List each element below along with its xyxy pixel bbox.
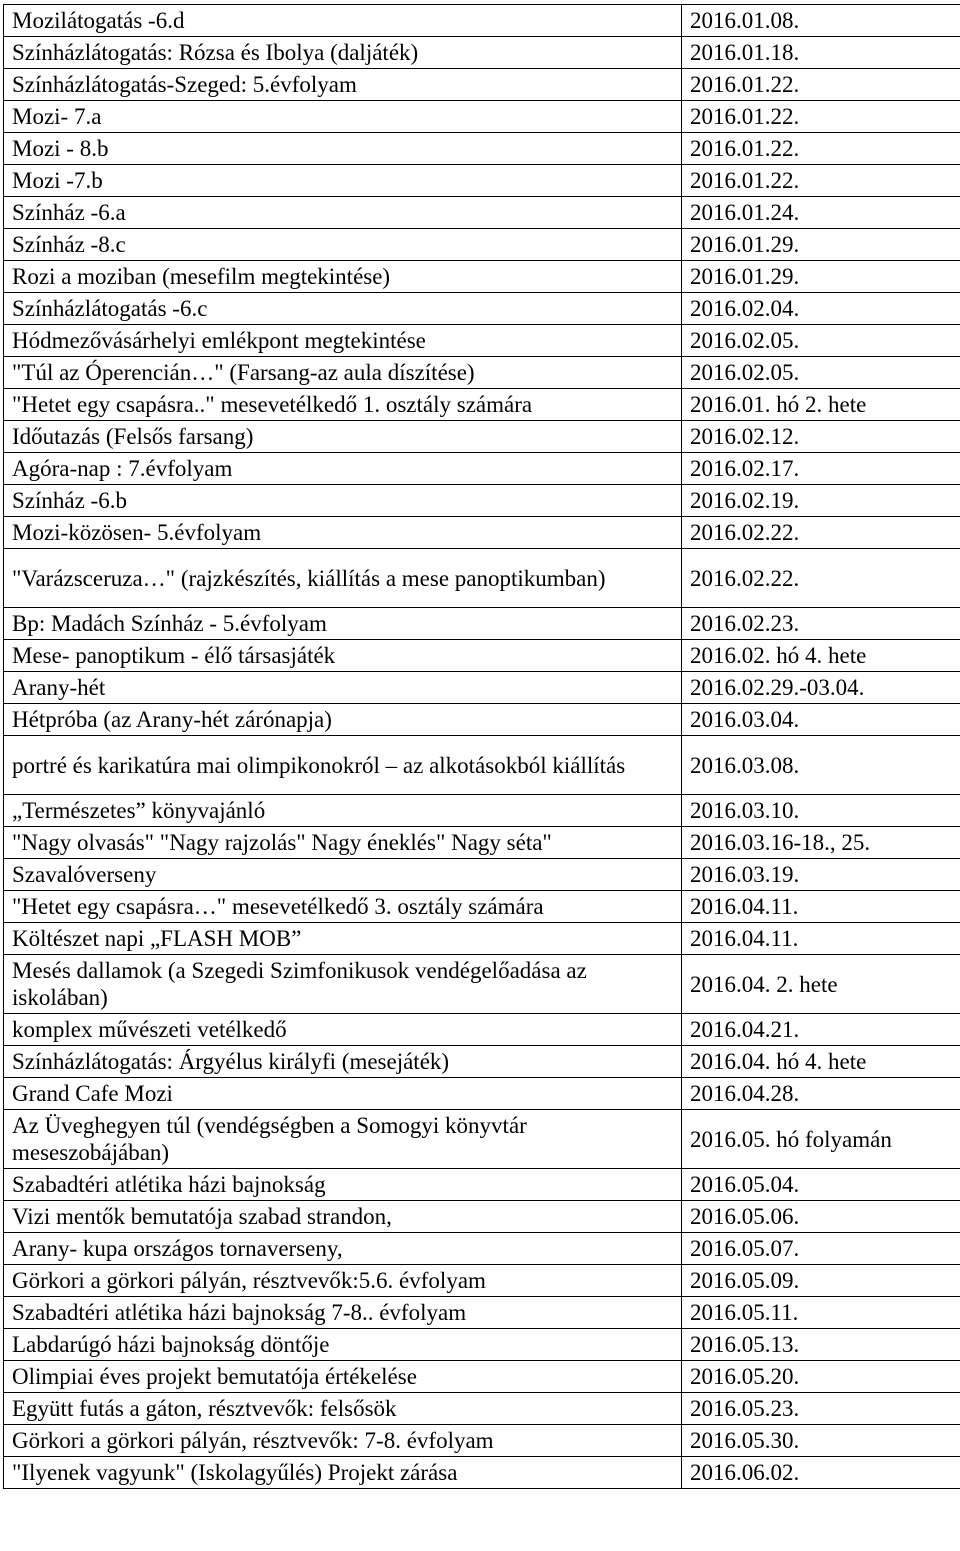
- event-date-cell: 2016.05.23.: [682, 1393, 960, 1425]
- event-name-cell: Együtt futás a gáton, résztvevők: felsősök: [4, 1393, 682, 1425]
- event-name-cell: „Természetes” könyvajánló: [4, 795, 682, 827]
- table-row: [4, 389, 960, 421]
- event-date-cell: 2016.05.06.: [682, 1201, 960, 1233]
- event-table: [3, 4, 960, 1489]
- event-date-cell: 2016.05.09.: [682, 1265, 960, 1297]
- table-row: [4, 827, 960, 859]
- table-row: [4, 37, 960, 69]
- event-date-cell: 2016.02.05.: [682, 325, 960, 357]
- table-row: [4, 517, 960, 549]
- event-name-cell: Labdarúgó házi bajnokság döntője: [4, 1329, 682, 1361]
- event-name-cell: Mozi-közösen- 5.évfolyam: [4, 517, 682, 549]
- event-name-cell: Görkori a görkori pályán, résztvevők: 7-8. évfolyam: [4, 1425, 682, 1457]
- event-name-cell: "Nagy olvasás" "Nagy rajzolás" Nagy éneklés" Nagy séta": [4, 827, 682, 859]
- event-date-cell: 2016.01.29.: [682, 229, 960, 261]
- event-date-cell: 2016.05.13.: [682, 1329, 960, 1361]
- event-date-cell: 2016.02.17.: [682, 453, 960, 485]
- event-name-cell: Olimpiai éves projekt bemutatója értékelése: [4, 1361, 682, 1393]
- event-date-cell: 2016.01.22.: [682, 69, 960, 101]
- table-row: [4, 1233, 960, 1265]
- table-row: [4, 955, 960, 1014]
- event-date-cell: 2016.01.24.: [682, 197, 960, 229]
- event-name-cell: Színház -6.b: [4, 485, 682, 517]
- event-name-cell: Mozilátogatás -6.d: [4, 5, 682, 37]
- event-name-cell: Az Üveghegyen túl (vendégségben a Somogyi könyvtár meseszobájában): [4, 1110, 682, 1169]
- event-name-cell: Rozi a moziban (mesefilm megtekintése): [4, 261, 682, 293]
- table-row: [4, 1329, 960, 1361]
- event-date-cell: 2016.04.28.: [682, 1078, 960, 1110]
- event-name-cell: Színház -6.a: [4, 197, 682, 229]
- event-name-cell: Színházlátogatás: Árgyélus királyfi (mesejáték): [4, 1046, 682, 1078]
- table-row: [4, 1169, 960, 1201]
- event-table-body: [4, 5, 960, 1489]
- table-row: [4, 608, 960, 640]
- table-row: [4, 357, 960, 389]
- table-row: [4, 1014, 960, 1046]
- event-name-cell: Bp: Madách Színház - 5.évfolyam: [4, 608, 682, 640]
- table-row: [4, 101, 960, 133]
- event-date-cell: 2016.02.22.: [682, 517, 960, 549]
- event-date-cell: 2016.04.11.: [682, 891, 960, 923]
- event-name-cell: komplex művészeti vetélkedő: [4, 1014, 682, 1046]
- event-name-cell: "Hetet egy csapásra.." mesevetélkedő 1. osztály számára: [4, 389, 682, 421]
- event-date-cell: 2016.01.29.: [682, 261, 960, 293]
- event-name-cell: Agóra-nap : 7.évfolyam: [4, 453, 682, 485]
- event-name-cell: Hódmezővásárhelyi emlékpont megtekintése: [4, 325, 682, 357]
- event-date-cell: 2016.02.19.: [682, 485, 960, 517]
- table-row: [4, 672, 960, 704]
- event-name-cell: Szabadtéri atlétika házi bajnokság 7-8.. évfolyam: [4, 1297, 682, 1329]
- table-row: [4, 485, 960, 517]
- event-name-cell: Arany-hét: [4, 672, 682, 704]
- event-schedule-document: [0, 4, 958, 1489]
- event-name-cell: Időutazás (Felsős farsang): [4, 421, 682, 453]
- event-name-cell: Mesés dallamok (a Szegedi Szimfonikusok vendégelőadása az iskolában): [4, 955, 682, 1014]
- event-date-cell: 2016.02. hó 4. hete: [682, 640, 960, 672]
- event-date-cell: 2016.01.18.: [682, 37, 960, 69]
- event-date-cell: 2016.06.02.: [682, 1457, 960, 1489]
- event-date-cell: 2016.04.21.: [682, 1014, 960, 1046]
- event-date-cell: 2016.04.11.: [682, 923, 960, 955]
- table-row: [4, 261, 960, 293]
- table-row: [4, 325, 960, 357]
- event-name-cell: Mozi - 8.b: [4, 133, 682, 165]
- event-date-cell: 2016.02.23.: [682, 608, 960, 640]
- event-date-cell: 2016.03.19.: [682, 859, 960, 891]
- table-row: [4, 1457, 960, 1489]
- event-name-cell: Hétpróba (az Arany-hét zárónapja): [4, 704, 682, 736]
- table-row: [4, 640, 960, 672]
- event-date-cell: 2016.04. 2. hete: [682, 955, 960, 1014]
- event-name-cell: Mozi -7.b: [4, 165, 682, 197]
- event-date-cell: 2016.05. hó folyamán: [682, 1110, 960, 1169]
- table-row: [4, 421, 960, 453]
- event-date-cell: 2016.02.22.: [682, 549, 960, 608]
- event-date-cell: 2016.04. hó 4. hete: [682, 1046, 960, 1078]
- event-date-cell: 2016.02.29.-03.04.: [682, 672, 960, 704]
- event-name-cell: Színházlátogatás -6.c: [4, 293, 682, 325]
- event-name-cell: "Túl az Óperencián…" (Farsang-az aula díszítése): [4, 357, 682, 389]
- table-row: [4, 859, 960, 891]
- table-row: [4, 1201, 960, 1233]
- event-date-cell: 2016.01.22.: [682, 101, 960, 133]
- event-date-cell: 2016.03.10.: [682, 795, 960, 827]
- table-row: [4, 704, 960, 736]
- event-date-cell: 2016.05.11.: [682, 1297, 960, 1329]
- event-date-cell: 2016.05.07.: [682, 1233, 960, 1265]
- event-date-cell: 2016.02.05.: [682, 357, 960, 389]
- table-row: [4, 1393, 960, 1425]
- event-name-cell: Színházlátogatás-Szeged: 5.évfolyam: [4, 69, 682, 101]
- table-row: [4, 736, 960, 795]
- event-date-cell: 2016.01.08.: [682, 5, 960, 37]
- event-name-cell: Színházlátogatás: Rózsa és Ibolya (daljáték): [4, 37, 682, 69]
- table-row: [4, 923, 960, 955]
- table-row: [4, 549, 960, 608]
- table-row: [4, 1425, 960, 1457]
- event-name-cell: Színház -8.c: [4, 229, 682, 261]
- table-row: [4, 795, 960, 827]
- event-date-cell: 2016.01. hó 2. hete: [682, 389, 960, 421]
- table-row: [4, 5, 960, 37]
- event-date-cell: 2016.01.22.: [682, 133, 960, 165]
- table-row: [4, 1265, 960, 1297]
- event-name-cell: "Hetet egy csapásra…" mesevetélkedő 3. osztály számára: [4, 891, 682, 923]
- table-row: [4, 293, 960, 325]
- table-row: [4, 165, 960, 197]
- event-date-cell: 2016.05.30.: [682, 1425, 960, 1457]
- event-name-cell: "Varázsceruza…" (rajzkészítés, kiállítás a mese panoptikumban): [4, 549, 682, 608]
- table-row: [4, 69, 960, 101]
- event-name-cell: Görkori a görkori pályán, résztvevők:5.6. évfolyam: [4, 1265, 682, 1297]
- table-row: [4, 1046, 960, 1078]
- event-name-cell: Vizi mentők bemutatója szabad strandon,: [4, 1201, 682, 1233]
- event-date-cell: 2016.01.22.: [682, 165, 960, 197]
- table-row: [4, 891, 960, 923]
- event-name-cell: Költészet napi „FLASH MOB”: [4, 923, 682, 955]
- event-name-cell: Szavalóverseny: [4, 859, 682, 891]
- table-row: [4, 229, 960, 261]
- table-row: [4, 1110, 960, 1169]
- table-row: [4, 1078, 960, 1110]
- table-row: [4, 197, 960, 229]
- event-date-cell: 2016.02.12.: [682, 421, 960, 453]
- event-name-cell: Szabadtéri atlétika házi bajnokság: [4, 1169, 682, 1201]
- event-date-cell: 2016.03.04.: [682, 704, 960, 736]
- event-name-cell: "Ilyenek vagyunk" (Iskolagyűlés) Projekt zárása: [4, 1457, 682, 1489]
- event-name-cell: Arany- kupa országos tornaverseny,: [4, 1233, 682, 1265]
- event-name-cell: Mese- panoptikum - élő társasjáték: [4, 640, 682, 672]
- event-date-cell: 2016.03.16-18., 25.: [682, 827, 960, 859]
- event-date-cell: 2016.05.20.: [682, 1361, 960, 1393]
- event-name-cell: Grand Cafe Mozi: [4, 1078, 682, 1110]
- table-row: [4, 1361, 960, 1393]
- event-date-cell: 2016.05.04.: [682, 1169, 960, 1201]
- event-name-cell: portré és karikatúra mai olimpikonokról – az alkotásokból kiállítás: [4, 736, 682, 795]
- event-date-cell: 2016.02.04.: [682, 293, 960, 325]
- event-name-cell: Mozi- 7.a: [4, 101, 682, 133]
- table-row: [4, 133, 960, 165]
- event-date-cell: 2016.03.08.: [682, 736, 960, 795]
- table-row: [4, 1297, 960, 1329]
- table-row: [4, 453, 960, 485]
